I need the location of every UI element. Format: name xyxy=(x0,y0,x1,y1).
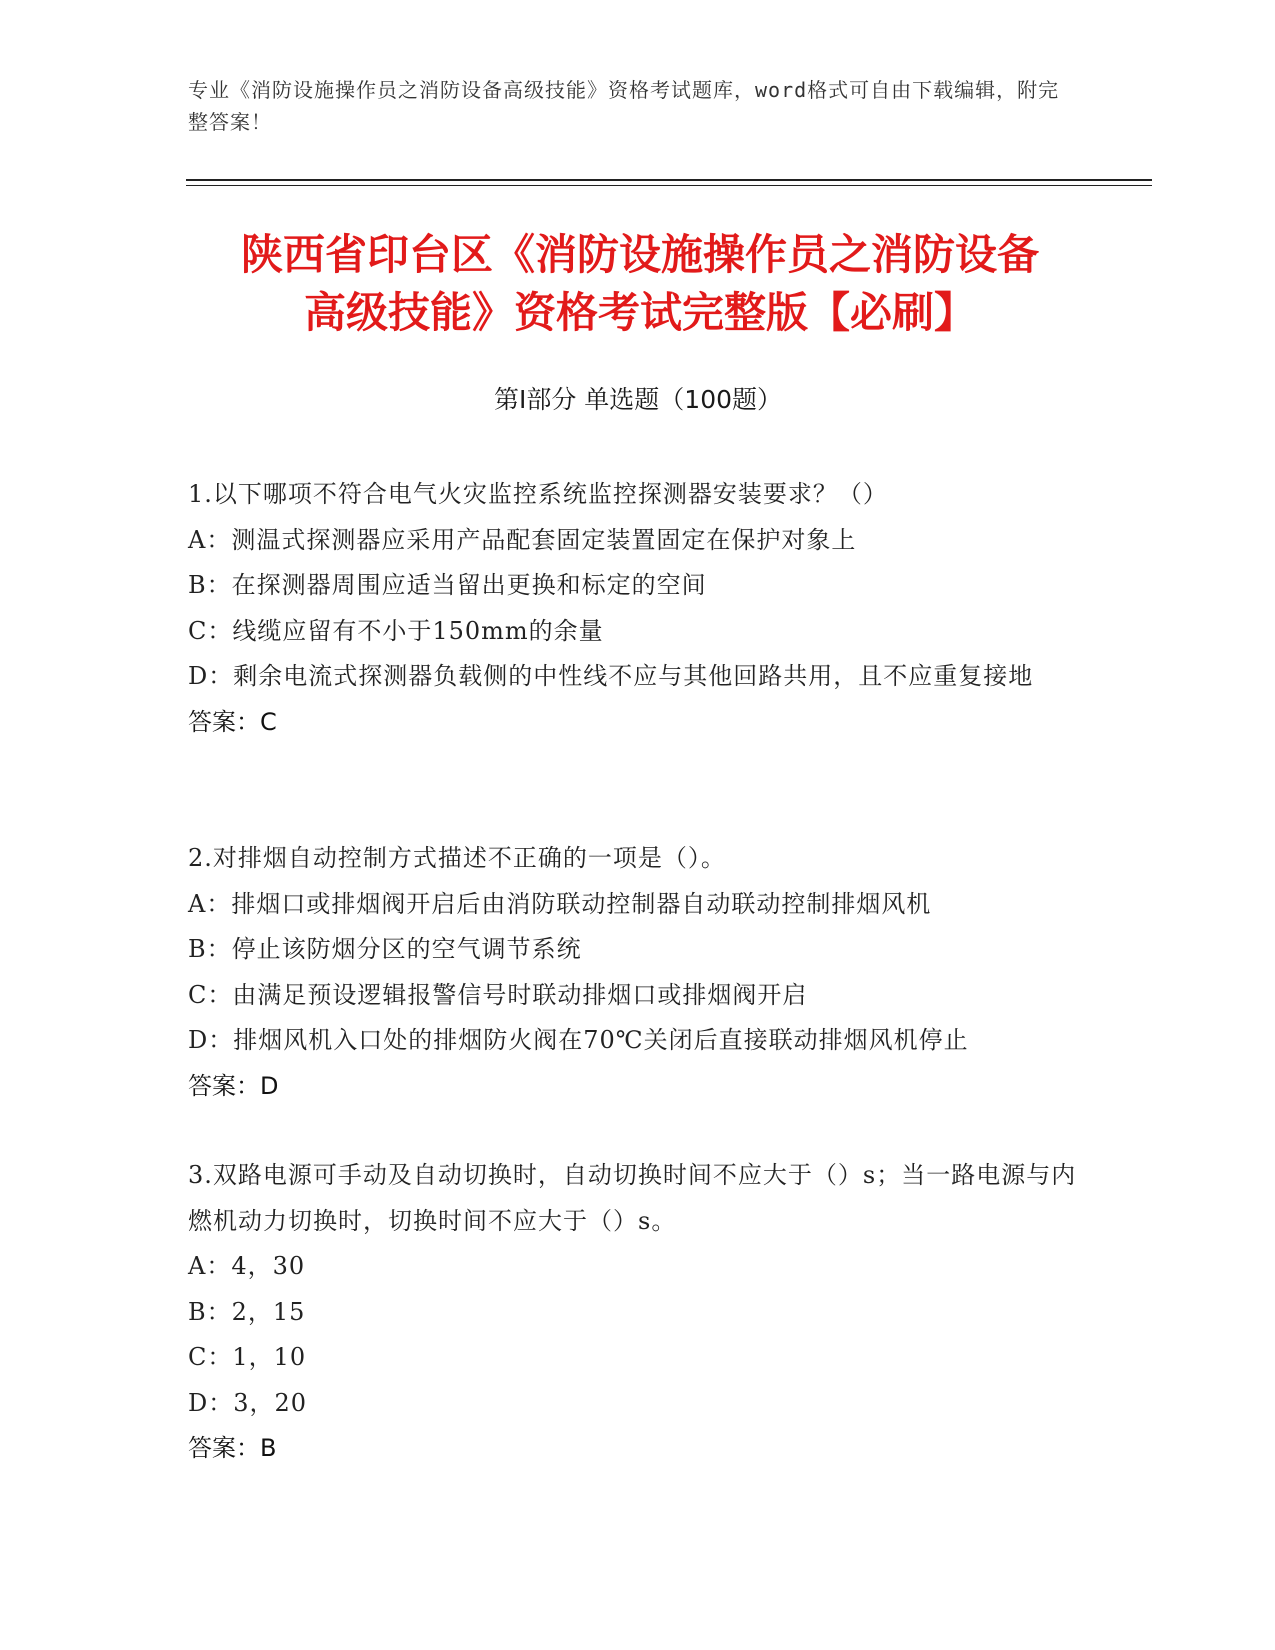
option-c: C：1，10 xyxy=(188,1343,307,1371)
option-c: C：由满足预设逻辑报警信号时联动排烟口或排烟阀开启 xyxy=(188,980,808,1009)
header-divider-thin xyxy=(186,185,1152,186)
question-stem: 3.双路电源可手动及自动切换时，自动切换时间不应大于（）s；当一路电源与内燃机动力切换时，切换时间不应大于（）s。 xyxy=(188,1161,1077,1235)
question-stem: 1.以下哪项不符合电气火灾监控系统监控探测器安装要求？（） xyxy=(188,480,888,508)
answer: 答案：B xyxy=(188,1434,277,1462)
question-stem: 2.对排烟自动控制方式描述不正确的一项是（）。 xyxy=(188,844,726,872)
option-b: B：在探测器周围应适当留出更换和标定的空间 xyxy=(188,571,707,599)
option-d: D：排烟风机入口处的排烟防火阀在70℃关闭后直接联动排烟风机停止 xyxy=(188,1026,969,1054)
option-a: A：4，30 xyxy=(188,1252,306,1280)
option-a: A：排烟口或排烟阀开启后由消防联动控制器自动联动控制排烟风机 xyxy=(188,889,932,918)
answer: 答案：C xyxy=(188,707,277,736)
option-a: A：测温式探测器应采用产品配套固定装置固定在保护对象上 xyxy=(188,525,857,554)
question-block-2 xyxy=(188,836,1088,1109)
option-b: B：2，15 xyxy=(188,1297,306,1326)
question-block-3 xyxy=(188,1153,1088,1471)
option-d: D：剩余电流式探测器负载侧的中性线不应与其他回路共用，且不应重复接地 xyxy=(188,662,1034,690)
option-b: B：停止该防烟分区的空气调节系统 xyxy=(188,935,582,963)
answer: 答案：D xyxy=(188,1071,279,1100)
section-title: 第Ⅰ部分 单选题（100题） xyxy=(493,385,783,414)
header-note: 专业《消防设施操作员之消防设备高级技能》资格考试题库，word格式可自由下载编辑，附完整答案！ xyxy=(188,78,1060,134)
page-title-line-2: 高级技能》资格考试完整版【必刷】 xyxy=(303,288,976,337)
header-divider-thick xyxy=(186,179,1152,181)
option-d: D：3，20 xyxy=(188,1388,308,1417)
page-title-line-1: 陕西省印台区《消防设施操作员之消防设备 xyxy=(240,230,1039,279)
question-block-1 xyxy=(188,472,1088,745)
page-title xyxy=(180,226,1100,342)
option-c: C：线缆应留有不小于150mm的余量 xyxy=(188,616,604,645)
